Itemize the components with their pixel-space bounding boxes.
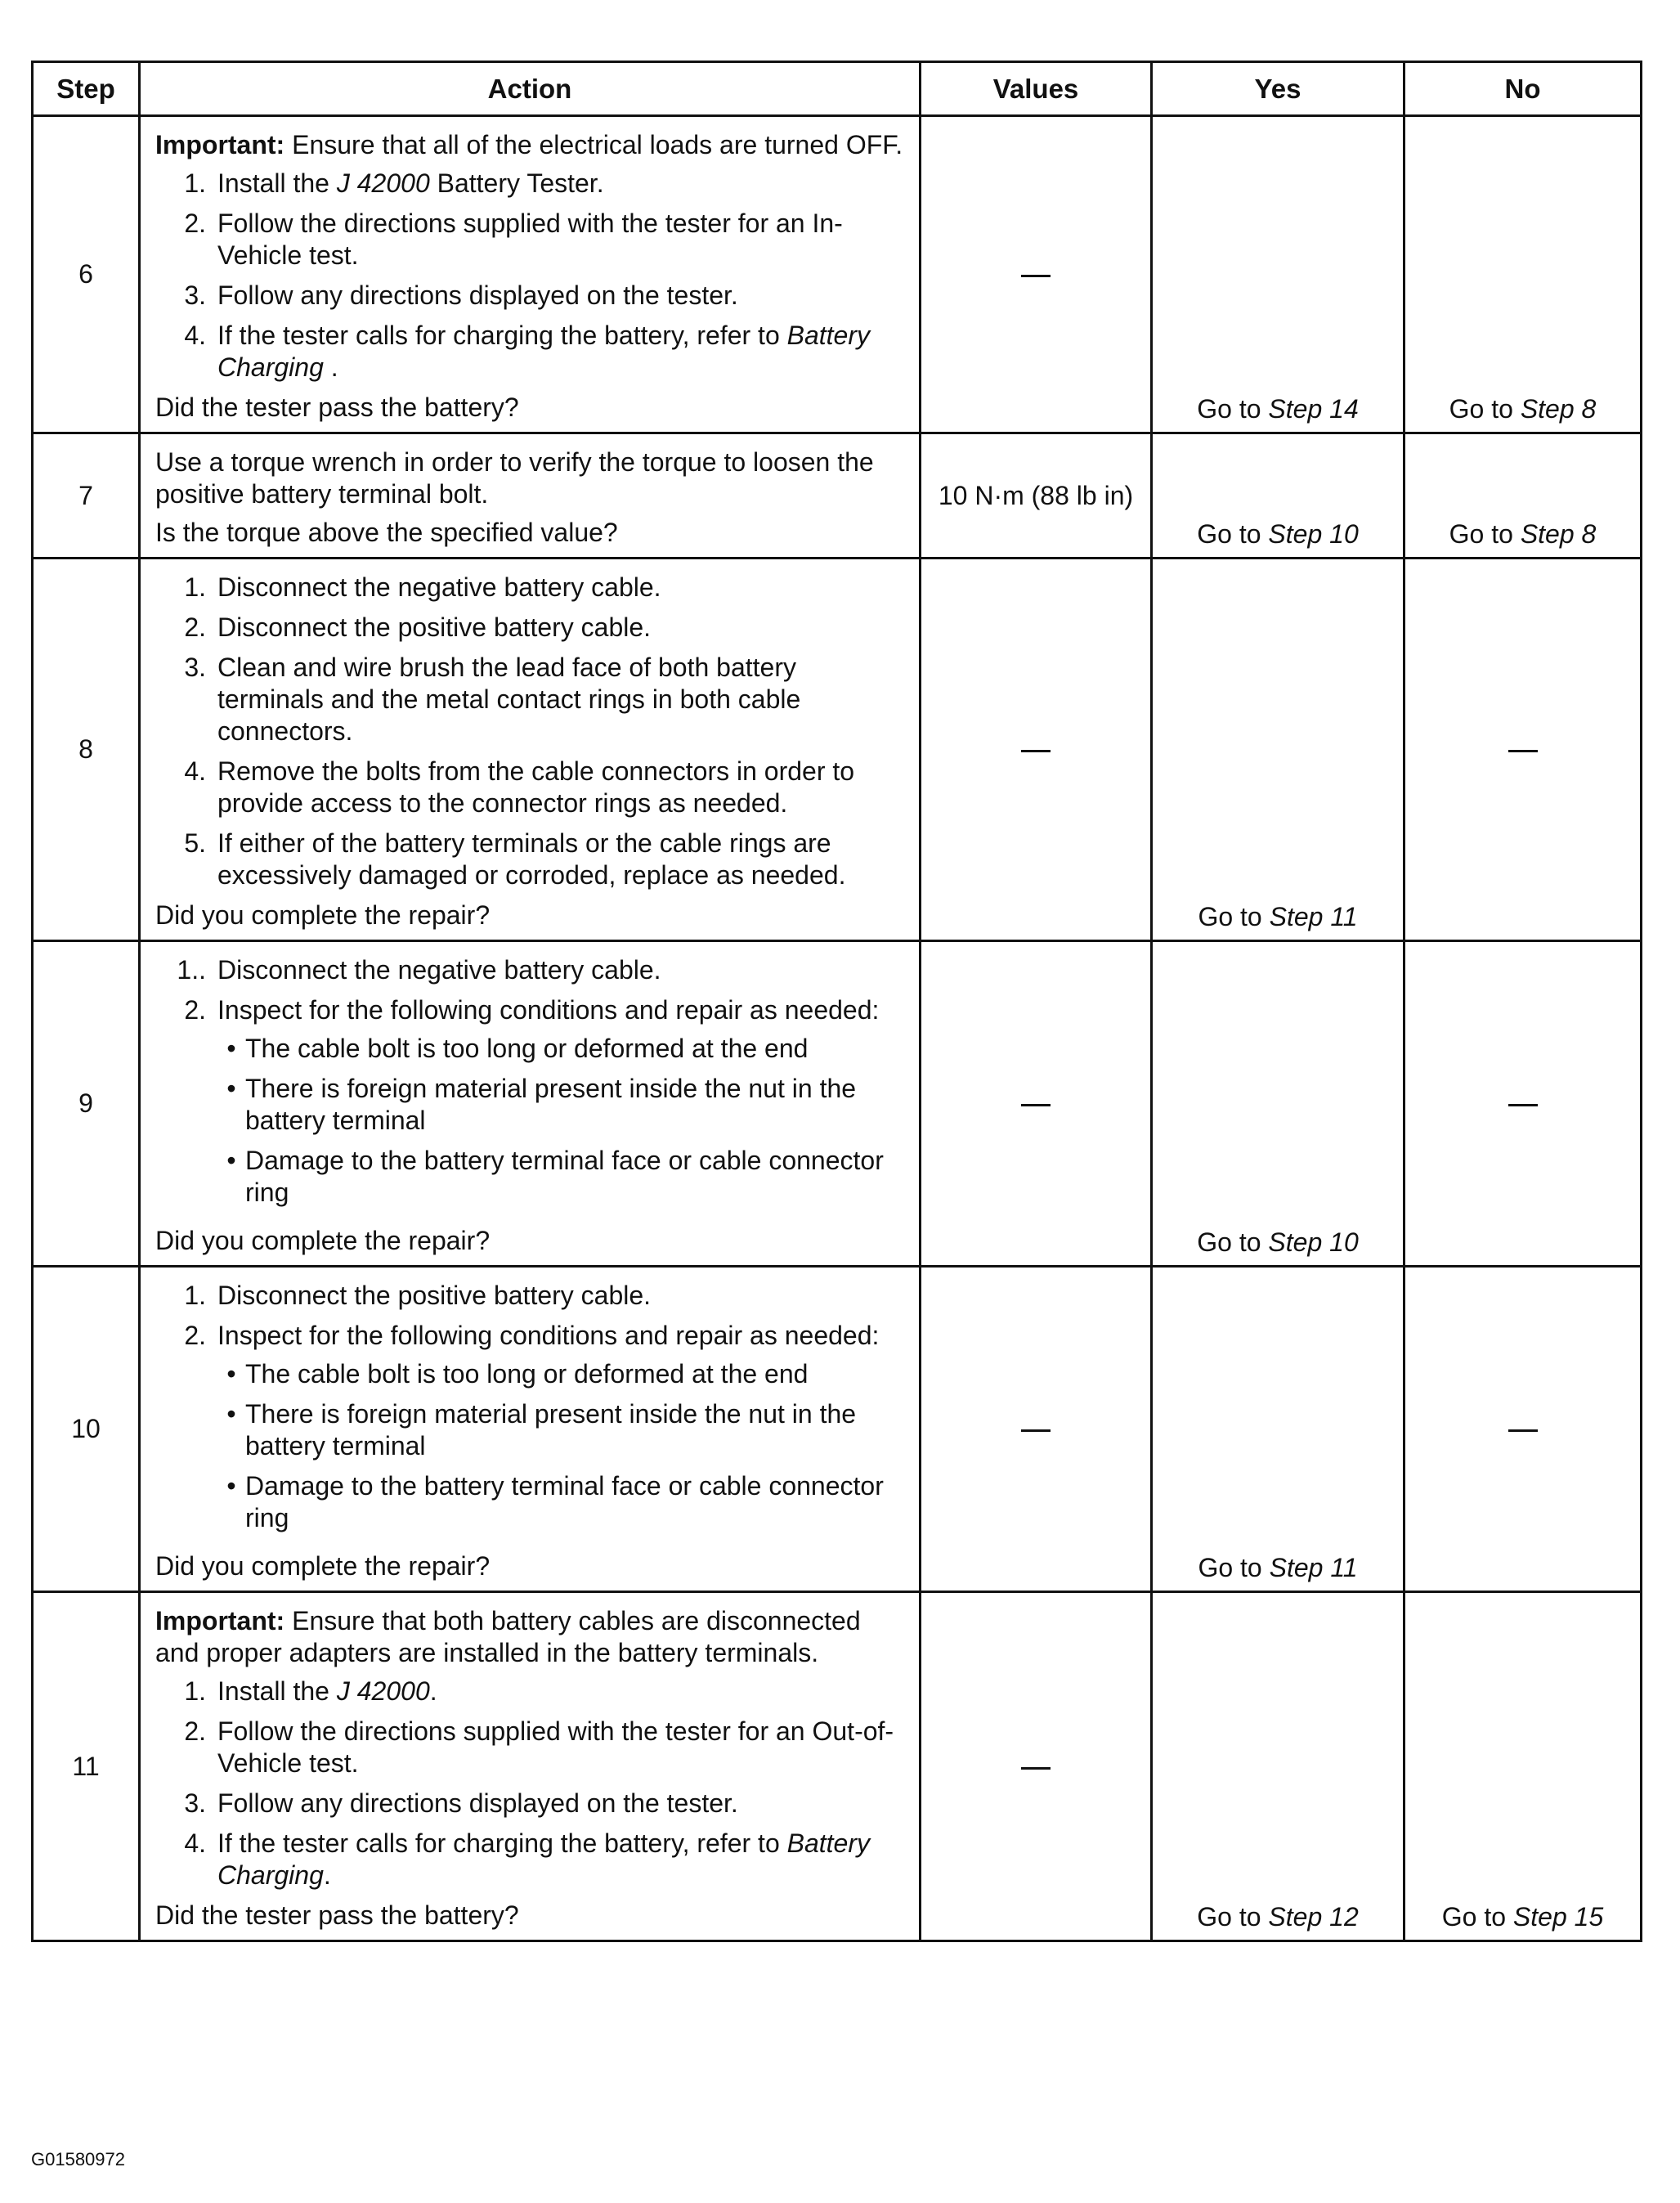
values-cell [921,433,1152,559]
action-step-text [217,954,909,986]
action-step [155,320,909,384]
dash-icon [1021,750,1051,752]
condition-item [217,1398,909,1462]
action-steps [155,168,909,384]
action-step-text [217,828,909,891]
step-text: Disconnect the positive battery cable. [217,1281,652,1310]
no-cell [1404,1267,1642,1592]
action-step [155,1280,909,1312]
step-text: Follow the directions supplied with the tester for an In-Vehicle test. [217,209,843,270]
step-number: 10 [71,1414,101,1443]
dash-icon [1508,750,1538,752]
action-cell [140,1592,921,1941]
no-target-step: Step 8 [1520,519,1597,549]
go-to-label: Go to [1198,902,1262,931]
action-question: Did the tester pass the battery? [155,1900,519,1930]
step-text: If either of the battery terminals or the cable rings are excessively damaged or corroded, replace as needed. [217,828,846,890]
table-row [33,941,1642,1267]
header-step: Step [33,62,140,116]
action-step-number: 2. [184,1321,206,1350]
action-steps [155,1280,909,1542]
step-cell [33,559,140,941]
header-row [33,62,1642,116]
action-step [155,652,909,747]
action-step [155,954,909,986]
important-label: Important: [155,1606,285,1635]
bullet-icon: • [226,1074,236,1103]
condition-item [217,1073,909,1137]
yes-cell [1152,116,1404,433]
action-intro: Use a torque wrench in order to verify the torque to loosen the positive battery terminal bolt. [155,447,874,509]
important-label: Important: [155,130,285,159]
step-text-emphasis: Battery Charging [217,1828,870,1890]
action-step-text [217,208,909,271]
action-step [155,828,909,891]
dash-icon [1021,1429,1051,1432]
action-step [155,1676,909,1707]
yes-cell [1152,1267,1404,1592]
step-text: Inspect for the following conditions and repair as needed: [217,1321,880,1350]
step-text-pre: If the tester calls for charging the battery, refer to [217,1828,787,1858]
condition-item [217,1145,909,1209]
action-step-text [217,1280,909,1312]
action-step [155,756,909,819]
action-step-text [217,1788,909,1819]
action-step-text [217,1676,909,1707]
action-step-number: 4. [184,321,206,350]
bullet-icon: • [226,1359,236,1389]
action-question: Is the torque above the specified value? [155,518,618,547]
action-cell [140,1267,921,1592]
action-step-number: 1. [184,1281,206,1310]
action-step-text [217,280,909,312]
important-note [155,1605,909,1669]
action-steps [155,954,909,1217]
action-cell [140,433,921,559]
no-target-step: Step 15 [1512,1902,1604,1932]
action-step-number: 2. [184,209,206,238]
action-step-number: 5. [184,828,206,858]
condition-text: Damage to the battery terminal face or cable connector ring [245,1471,884,1532]
action-step-number: 3. [184,1788,206,1818]
action-step [155,572,909,603]
action-cell [140,559,921,941]
action-question: Did you complete the repair? [155,900,491,930]
condition-list [217,1033,909,1209]
no-cell [1404,1592,1642,1941]
header-no: No [1404,62,1642,116]
yes-target-step: Step 11 [1269,1553,1358,1582]
go-to-label: Go to [1197,1902,1261,1932]
action-step-number: 3. [184,653,206,682]
important-text: Ensure that all of the electrical loads are turned OFF. [292,130,903,159]
step-cell [33,116,140,433]
go-to-label: Go to [1449,394,1513,424]
action-step [155,1320,909,1542]
step-text: Clean and wire brush the lead face of both battery terminals and the metal contact rings in both cable connectors. [217,653,801,746]
action-step-number: 1. [184,168,206,198]
condition-list [217,1358,909,1534]
condition-item [217,1033,909,1065]
action-step [155,612,909,644]
step-text-post: . [323,1860,331,1890]
go-to-label: Go to [1449,519,1513,549]
step-number: 8 [78,734,93,764]
step-text: Follow any directions displayed on the tester. [217,1788,738,1818]
action-step [155,208,909,271]
value-text: 10 N·m (88 lb in) [938,480,1134,510]
step-text-post: . [323,352,338,382]
table-row [33,1267,1642,1592]
no-cell [1404,433,1642,559]
step-text: Disconnect the positive battery cable. [217,612,652,642]
bullet-icon: • [226,1471,236,1501]
action-step-number: 4. [184,756,206,786]
action-steps [155,572,909,891]
step-text-pre: Install the [217,168,337,198]
header-yes: Yes [1152,62,1404,116]
values-cell [921,559,1152,941]
step-cell [33,1592,140,1941]
action-step-number: 1.. [177,955,206,985]
condition-text: The cable bolt is too long or deformed at the end [245,1034,809,1063]
action-step-number: 1. [184,1676,206,1706]
no-cell [1404,559,1642,941]
step-text-post: . [429,1676,437,1706]
go-to-label: Go to [1197,1227,1261,1257]
action-step-text [217,1716,909,1779]
dash-icon [1508,1104,1538,1106]
no-target-step: Step 8 [1520,394,1597,424]
important-text: Ensure that both battery cables are disconnected and proper adapters are installed in the battery terminals. [155,1606,861,1667]
yes-target-step: Step 11 [1269,902,1358,931]
dash-icon [1021,1104,1051,1106]
table-row [33,433,1642,559]
action-step-text [217,572,909,603]
action-steps [155,1676,909,1891]
yes-target-step: Step 12 [1268,1902,1359,1932]
action-step-number: 2. [184,995,206,1025]
action-step-number: 3. [184,280,206,310]
action-question: Did you complete the repair? [155,1226,491,1255]
condition-text: Damage to the battery terminal face or cable connector ring [245,1146,884,1207]
header-action: Action [140,62,921,116]
step-number: 9 [78,1088,93,1118]
action-step-text [217,612,909,644]
yes-cell [1152,559,1404,941]
yes-target-step: Step 10 [1268,519,1359,549]
step-text-emphasis: J 42000 [336,1676,430,1706]
step-text-emphasis: J 42000 [336,168,430,198]
action-cell [140,116,921,433]
values-cell [921,1592,1152,1941]
step-text-pre: Install the [217,1676,337,1706]
yes-target-step: Step 10 [1268,1227,1359,1257]
go-to-label: Go to [1198,1553,1262,1582]
action-step-text [217,652,909,747]
action-step-number: 4. [184,1828,206,1858]
no-cell [1404,116,1642,433]
header-values: Values [921,62,1152,116]
step-number: 11 [72,1751,100,1781]
action-step-text [217,756,909,819]
action-step-text [217,1320,909,1542]
yes-cell [1152,1592,1404,1941]
action-step-text [217,1828,909,1891]
step-text-post: Battery Tester. [429,168,604,198]
table-row [33,116,1642,433]
action-step-text [217,994,909,1217]
step-text-emphasis: Battery Charging [217,321,870,382]
step-cell [33,941,140,1267]
yes-cell [1152,941,1404,1267]
step-text: Disconnect the negative battery cable. [217,572,661,602]
go-to-label: Go to [1441,1902,1507,1932]
action-step [155,1828,909,1891]
step-number: 6 [78,259,93,289]
action-question: Did the tester pass the battery? [155,393,519,422]
step-text: Follow any directions displayed on the tester. [217,280,738,310]
condition-item [217,1358,909,1390]
values-cell [921,1267,1152,1592]
action-question: Did you complete the repair? [155,1551,491,1581]
table-row [33,1592,1642,1941]
dash-icon [1021,275,1051,277]
condition-text: There is foreign material present inside the nut in the battery terminal [245,1399,857,1460]
action-step-number: 2. [184,1716,206,1746]
action-step-text [217,168,909,200]
condition-item [217,1470,909,1534]
action-step [155,168,909,200]
yes-target-step: Step 14 [1268,394,1359,424]
go-to-label: Go to [1197,394,1261,424]
go-to-label: Go to [1197,519,1261,549]
bullet-icon: • [226,1146,236,1175]
dash-icon [1021,1767,1051,1770]
action-step [155,1716,909,1779]
step-cell [33,433,140,559]
condition-text: There is foreign material present inside the nut in the battery terminal [245,1074,857,1135]
step-cell [33,1267,140,1592]
yes-cell [1152,433,1404,559]
step-text: Inspect for the following conditions and repair as needed: [217,995,880,1025]
table-row [33,559,1642,941]
action-step [155,280,909,312]
condition-text: The cable bolt is too long or deformed at the end [245,1359,809,1389]
dash-icon [1508,1429,1538,1432]
values-cell [921,941,1152,1267]
bullet-icon: • [226,1034,236,1063]
values-cell [921,116,1152,433]
step-text: Follow the directions supplied with the tester for an Out-of-Vehicle test. [217,1716,894,1778]
action-step [155,1788,909,1819]
no-cell [1404,941,1642,1267]
action-cell [140,941,921,1267]
figure-code: G01580972 [31,2149,125,2169]
action-step-number: 1. [184,572,206,602]
step-text: Remove the bolts from the cable connectors in order to provide access to the connector rings as needed. [217,756,855,818]
action-step [155,994,909,1217]
step-text-pre: If the tester calls for charging the battery, refer to [217,321,787,350]
step-number: 7 [78,480,93,510]
action-step-text [217,320,909,384]
action-step-number: 2. [184,612,206,642]
bullet-icon: • [226,1399,236,1429]
important-note [155,129,909,161]
diagnostic-table [31,61,1642,1942]
step-text: Disconnect the negative battery cable. [217,955,661,985]
